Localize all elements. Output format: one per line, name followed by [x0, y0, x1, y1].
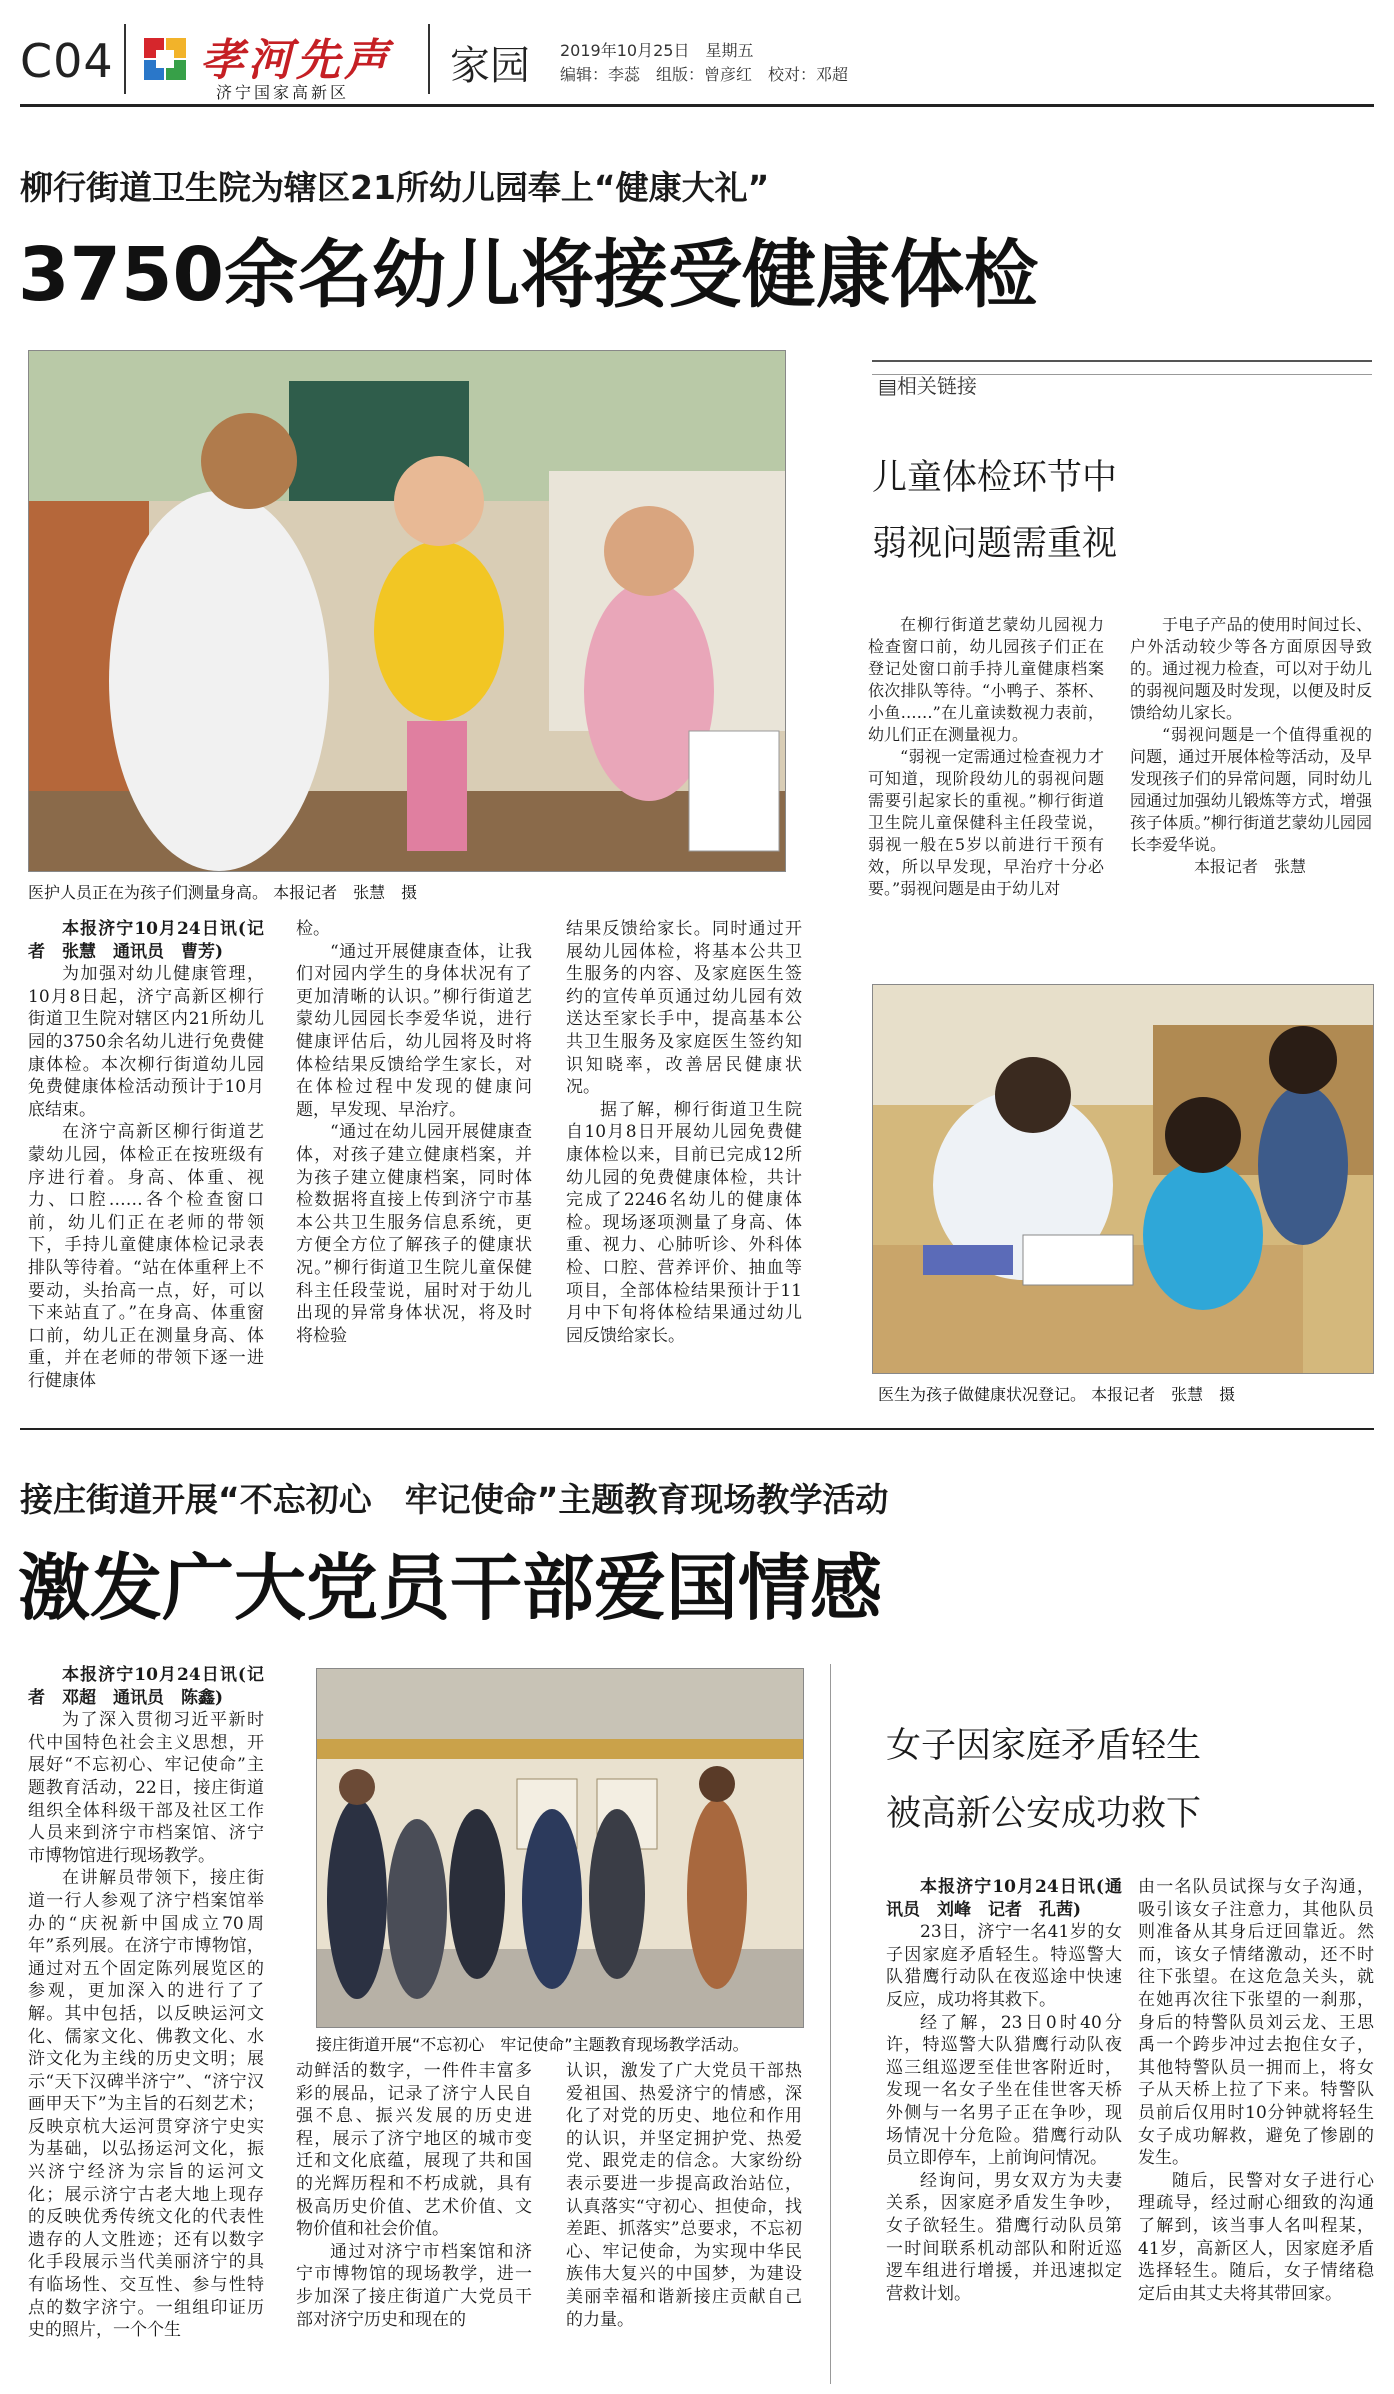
story1-paragraph: “通过在幼儿园开展健康查体，对孩子建立健康档案，并为孩子建立健康档案，同时体检数据将直接上传到济宁市基本公共卫生服务信息系统，更方便全方位了解孩子的健康状况。”柳行街道卫生院儿童保健科主任段莹说，届时对于幼儿出现的异常身体状况，将及时将检验 — [296, 1122, 532, 1346]
story1-column-2 — [296, 918, 532, 1426]
story1-paragraph: 据了解，柳行街道卫生院自10月8日开展幼儿园免费健康体检以来，目前已完成12所幼儿园的免费健康体检，共计完成了2246名幼儿的健康体检。现场逐项测量了身高、体重、视力、心肺听诊、外科体检、口腔、营养评价、抽血等项目，全部体检结果预计于11月中下旬将体检结果通过幼儿园反馈给家长。 — [566, 1099, 802, 1346]
related-link-text: 相关链接 — [896, 374, 977, 398]
issue-date: 2019年10月25日 星期五 — [560, 41, 754, 60]
newspaper-logo-icon — [140, 34, 190, 84]
story1-photo-caption: 医护人员正在为孩子们测量身高。 本报记者 张慧 摄 — [28, 883, 418, 902]
story2-kicker: 接庄街道开展“不忘初心 牢记使命”主题教育现场教学活动 — [20, 1480, 889, 1519]
related-column-2 — [1130, 614, 1372, 984]
story3-byline: 本报济宁10月24日讯(通讯员 刘峰 记者 孔茜) — [886, 1877, 1122, 1920]
story1-paragraph: 检。 — [296, 919, 330, 939]
story1-kicker: 柳行街道卫生院为辖区21所幼儿园奉上“健康大礼” — [20, 168, 770, 207]
story3-paragraph: 随后，民警对女子进行心理疏导，经过耐心细致的沟通了解到，该当事人名叫程某，41岁，高新区人，因家庭矛盾选择轻生。随后，女子情绪稳定后由其丈夫将其带回家。 — [1138, 2170, 1374, 2304]
story2-column-3 — [566, 2060, 802, 2384]
story2-paragraph: 认识，激发了广大党员干部热爱祖国、热爱济宁的情感，深化了对党的历史、地位和作用的认识，并坚定拥护党、热爱党、跟党走的信念。大家纷纷表示要进一步提高政治站位，认真落实“守初心、担使命，找差距、抓落实”总要求，不忘初心、牢记使命，为实现中华民族伟大复兴的中国梦，为建设美丽幸福和谐新接庄贡献自己的力量。 — [566, 2061, 802, 2330]
story3-paragraph: 经询问，男女双方为夫妻关系，因家庭矛盾发生争吵，女子欲轻生。猎鹰行动队员第一时间联系机动部队和附近巡逻车组进行增援，并迅速拟定营救计划。 — [886, 2170, 1122, 2304]
related-paragraph: 于电子产品的使用时间过长、户外活动较少等各方面原因导致的。通过视力检查，可以对于幼儿的弱视问题及时发现，以便及时反馈给幼儿家长。 — [1130, 615, 1372, 722]
related-signature: 本报记者 张慧 — [1194, 857, 1307, 876]
story1-paragraph: 在济宁高新区柳行街道艺蒙幼儿园，体检正在按班级有序进行着。身高、体重、视力、口腔……各个检查窗口前，幼儿们正在老师的带领下，手持儿童健康体检记录表排队等待着。“站在体重秤上不要动，头抬高一点，好，可以下来站直了。”在身高、体重窗口前，幼儿正在测量身高、体重，并在老师的带领下逐一进行健康体 — [28, 1122, 264, 1391]
story3-paragraph: 经了解，23日0时40分许，特巡警大队猎鹰行动队夜巡三组巡逻至佳世客附近时，发现一名女子坐在佳世客天桥外侧与一名男子正在争吵，现场情况十分危险。猎鹰行动队员立即停车，上前询问情况。 — [886, 2012, 1122, 2169]
editor-credits: 编辑：李蕊 组版：曾彦红 校对：邓超 — [560, 65, 849, 84]
document-icon: ▤ — [878, 374, 897, 398]
related-column-1 — [868, 614, 1104, 984]
related-paragraph: “弱视问题是一个值得重视的问题，通过开展体检等活动，及早发现孩子们的异常问题，同时幼儿园通过加强幼儿锻炼等方式，增强孩子体质。”柳行街道艺蒙幼儿园园长李爱华说。 — [1130, 725, 1372, 854]
story1-column-3 — [566, 918, 802, 1426]
related-paragraph: “弱视一定需通过检查视力才可知道，现阶段幼儿的弱视问题需要引起家长的重视。”柳行街道卫生院儿童保健科主任段莹说，弱视一般在5岁以前进行干预有效，所以早发现，早治疗十分必要。”弱视问题是由于幼儿对 — [868, 747, 1104, 898]
story2-column-2 — [296, 2060, 532, 2384]
story1-paragraph: 结果反馈给家长。同时通过开展幼儿园体检，将基本公共卫生服务的内容、及家庭医生签约的宣传单页通过幼儿园有效送达至家长手中，提高基本公共卫生服务及家庭医生签约知识知晓率，改善居民健康状况。 — [566, 919, 802, 1098]
story3-headline-line2: 被高新公安成功救下 — [886, 1794, 1202, 1834]
related-link-label[interactable] — [878, 370, 977, 399]
related-paragraph: 在柳行街道艺蒙幼儿园视力检查窗口前，幼儿园孩子们正在登记处窗口前手持儿童健康档案依次排队等待。“小鸭子、茶杯、小鱼……”在儿童读数视力表前，幼儿们正在测量视力。 — [868, 615, 1104, 744]
story2-paragraph: 动鲜活的数字，一件件丰富多彩的展品，记录了济宁人民自强不息、振兴发展的历史进程，展示了济宁地区的城市变迁和文化底蕴，展现了共和国的光辉历程和不朽成就，具有极高历史价值、艺术价值、文物价值和社会价值。 — [296, 2061, 532, 2240]
story1-headline: 3750余名幼儿将接受健康体检 — [18, 232, 1038, 318]
newspaper-subtitle: 济宁国家高新区 — [216, 83, 350, 102]
story3-column-2 — [1138, 1876, 1374, 2384]
page-number: C04 — [20, 34, 114, 88]
masthead-divider — [124, 24, 126, 94]
column-divider — [830, 1664, 831, 2384]
story1-photo-height-check — [28, 350, 786, 872]
story2-paragraph: 在讲解员带领下，接庄街道一行人参观了济宁档案馆举办的“庆祝新中国成立70周年”系列展。在济宁市博物馆，通过对五个固定陈列展览区的参观，更加深入的进行了了解。其中包括，以反映运河文化、儒家文化、佛教文化、水浒文化为主线的历史文明；展示“天下汉碑半济宁”、“济宁汉画甲天下”为主旨的石刻艺术；反映京杭大运河贯穿济宁史实为基础，以弘扬运河文化，振兴济宁经济为宗旨的运河文化；展示济宁古老大地上现存的反映优秀传统文化的代表性遗存的人文胜迹；还有以数字化手段展示当代美丽济宁的具有临场性、交互性、参与性特点的数字济宁。一组组印证历史的照片，一个个生 — [28, 1868, 264, 2341]
story3-headline-line1: 女子因家庭矛盾轻生 — [886, 1726, 1202, 1766]
story3-column-1 — [886, 1876, 1122, 2384]
photo-museum-visit-illustration — [317, 1669, 803, 2027]
section-name: 家园 — [450, 43, 530, 89]
story2-paragraph: 为了深入贯彻习近平新时代中国特色社会主义思想，开展好“不忘初心、牢记使命”主题教育活动，22日，接庄街道组织全体科级干部及社区工作人员来到济宁市档案馆、济宁市博物馆进行现场教学。 — [28, 1710, 264, 1866]
story2-byline: 本报济宁10月24日讯(记者 邓超 通讯员 陈鑫) — [28, 1665, 264, 1708]
related-headline-line1: 儿童体检环节中 — [872, 458, 1118, 498]
story2-headline: 激发广大党员干部爱国情感 — [18, 1546, 883, 1630]
story2-column-1 — [28, 1664, 264, 2384]
story2-paragraph: 通过对济宁市档案馆和济宁市博物馆的现场教学，进一步加深了接庄街道广大党员干部对济宁历史和现在的 — [296, 2241, 532, 2330]
story1-paragraph: “通过开展健康查体，让我们对园内学生的身体状况有了更加清晰的认识。”柳行街道艺蒙幼儿园园长李爱华说，进行健康评估后，幼儿园将及时将体检结果反馈给学生家长，对在体检过程中发现的健康问题，早发现、早治疗。 — [296, 941, 532, 1120]
photo-health-check-illustration — [29, 351, 785, 871]
story1-byline: 本报济宁10月24日讯(记者 张慧 通讯员 曹芳) — [28, 919, 264, 962]
story3-paragraph: 由一名队员试探与女子沟通，吸引该女子注意力，其他队员则准备从其身后迂回靠近。然而，该女子情绪激动，还不时往下张望。在这危急关头，就在她再次往下张望的一刹那，身后的特警队员刘云龙、王思禹一个跨步冲过去抱住女子，其他特警队员一拥而上，将女子从天桥上拉了下来。特警队员前后仅用时10分钟就将轻生女子成功解救，避免了惨剧的发生。 — [1138, 1877, 1374, 2169]
newspaper-title: 孝河先声 — [200, 35, 392, 86]
section-rule — [20, 1428, 1374, 1430]
story2-photo-museum-visit — [316, 1668, 804, 2028]
story1-paragraph: 为加强对幼儿健康管理，10月8日起，济宁高新区柳行街道卫生院对辖区内21所幼儿园的3750余名幼儿进行免费健康体检。本次柳行街道幼儿园免费健康体检活动预计于10月底结束。 — [28, 964, 264, 1120]
masthead-divider — [428, 24, 430, 94]
related-headline-line2: 弱视问题需重视 — [872, 524, 1118, 564]
photo-doctor-registration-illustration — [873, 985, 1373, 1373]
masthead-rule — [20, 104, 1374, 107]
related-photo-caption: 医生为孩子做健康状况登记。 本报记者 张慧 摄 — [878, 1385, 1236, 1404]
story2-photo-caption: 接庄街道开展“不忘初心 牢记使命”主题教育现场教学活动。 — [316, 2035, 749, 2054]
related-photo-registration — [872, 984, 1374, 1374]
story1-column-1 — [28, 918, 264, 1426]
story3-paragraph: 23日，济宁一名41岁的女子因家庭矛盾轻生。特巡警大队猎鹰行动队在夜巡途中快速反应，成功将其救下。 — [886, 1922, 1122, 2010]
